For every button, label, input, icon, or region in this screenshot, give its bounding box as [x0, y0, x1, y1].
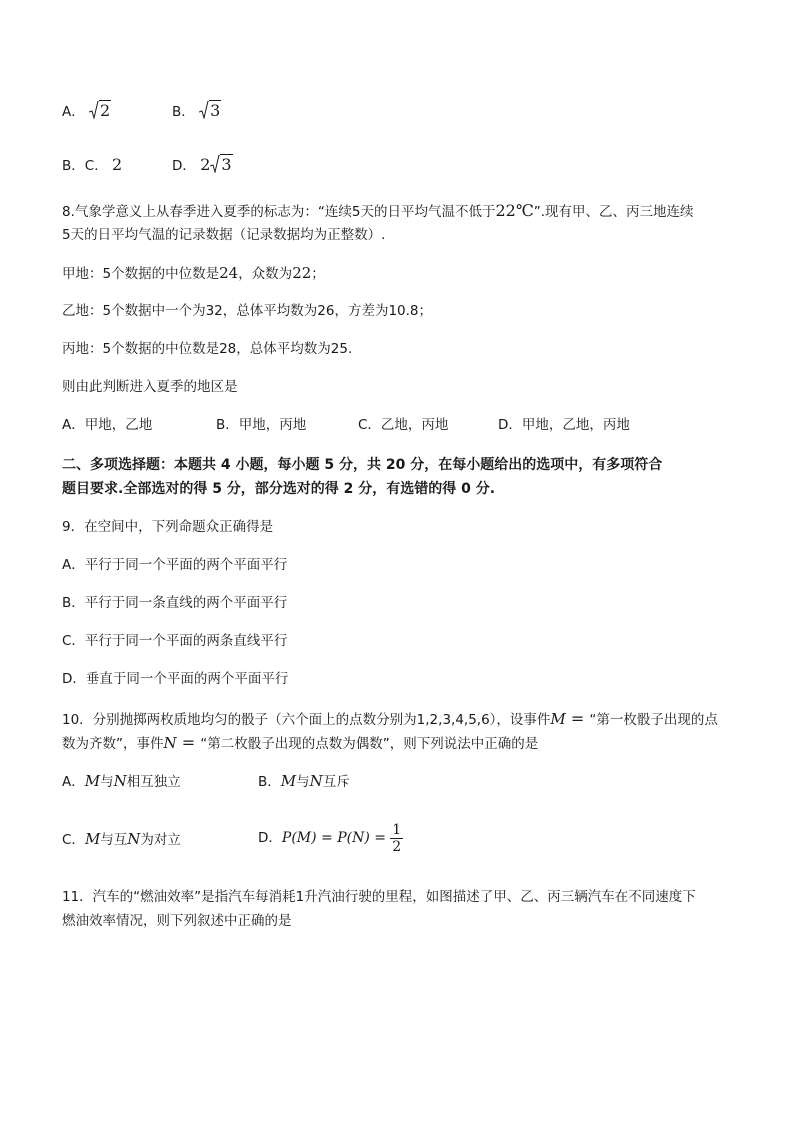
q7-option-a-value: 2: [100, 101, 111, 120]
q10-option-d: [258, 818, 403, 858]
q8-jia-mode: 22: [292, 264, 312, 282]
q10-option-c-n: N: [127, 830, 141, 848]
q7-option-b-sqrt: [199, 100, 221, 122]
q10-event-n: N: [163, 734, 177, 752]
q10-option-c-label: C．: [62, 832, 85, 848]
q8-text: ”.现有甲、乙、丙三地连续: [533, 204, 694, 220]
q10-stem-line1: [62, 708, 718, 731]
q10-option-a-text: 与: [100, 774, 114, 790]
q10-option-a-n: N: [113, 772, 127, 790]
q7-option-b-value: 3: [210, 101, 221, 120]
q10-option-a-m: M: [84, 772, 101, 790]
q8-temperature: 22℃: [495, 201, 534, 220]
fraction-numerator: 1: [392, 821, 402, 838]
q8-bing: 丙地：5个数据的中位数是28，总体平均数为25.: [62, 341, 353, 357]
q9-stem: 9．在空间中，下列命题众正确得是: [62, 519, 274, 535]
q8-stem-line1: [62, 200, 694, 223]
q10-option-a-text: 相互独立: [126, 774, 181, 790]
q8-question: 则由此判断进入夏季的地区是: [62, 379, 238, 395]
q9-option-b: B．平行于同一条直线的两个平面平行: [62, 595, 288, 611]
q8-text: 8.气象学意义上从春季进入夏季的标志为：“连续5天的日平均气温不低于: [62, 204, 496, 220]
q7-option-c: [62, 154, 122, 177]
q10-option-c-m: M: [84, 830, 101, 848]
q8-jia-median: 24: [219, 264, 239, 282]
q7-option-d-coef: 2: [200, 155, 211, 174]
q10-text: 10．分别抛掷两枚质地均匀的骰子（六个面上的点数分别为1,2,3,4,5,6），设事件: [62, 712, 551, 728]
q8-option-b: B．甲地，丙地: [216, 417, 307, 433]
fraction-denominator: 2: [392, 838, 402, 855]
q11-stem-line1: 11．汽车的“燃油效率”是指汽车每消耗1升汽油行驶的里程，如图描述了甲、乙、丙三辆汽车在不同速度下: [62, 889, 696, 905]
q10-option-b-label: B．: [258, 774, 281, 790]
q7-option-c-label: B．C．: [62, 158, 108, 174]
q10-stem-line2: [62, 732, 538, 755]
q8-jia-text: ；: [311, 266, 325, 282]
section2-heading-line2: 题目要求.全部选对的得 5 分，部分选对的得 2 分，有选错的得 0 分.: [62, 481, 496, 497]
q10-option-d-fraction: [390, 822, 403, 855]
q10-option-a: [62, 770, 181, 793]
q11-stem-line2: 燃油效率情况，则下列叙述中正确的是: [62, 913, 292, 929]
q7-option-b: [172, 100, 221, 123]
q8-option-c: C．乙地，丙地: [358, 417, 449, 433]
q9-option-d: D．垂直于同一个平面的两个平面平行: [62, 671, 289, 687]
q10-option-c-text: 为对立: [140, 832, 181, 848]
q8-jia: [62, 262, 325, 285]
radical-icon: [199, 101, 209, 119]
radical-icon: [210, 155, 220, 173]
q10-option-b-text: 与: [296, 774, 310, 790]
q7-option-c-value: 2: [112, 155, 123, 174]
q10-option-b: [258, 770, 350, 793]
q10-option-b-m: M: [280, 772, 297, 790]
section2-heading-line1: 二、多项选择题：本题共 4 小题，每小题 5 分，共 20 分，在每小题给出的选项中，有多项符合: [62, 457, 663, 473]
q7-option-d-value: 3: [221, 155, 232, 174]
q10-text: “第一枚骰子出现的点: [589, 712, 718, 728]
q10-option-c: [62, 828, 181, 851]
q10-text: 数为齐数”，事件: [62, 736, 164, 752]
q10-option-a-label: A．: [62, 774, 85, 790]
q10-option-b-text: 互斥: [322, 774, 350, 790]
q7-option-b-label: B．: [172, 104, 195, 120]
q8-jia-text: ，众数为: [238, 266, 293, 282]
q10-option-d-expression: P(M) = P(N) =: [281, 830, 386, 846]
q9-option-c: C．平行于同一个平面的两条直线平行: [62, 633, 288, 649]
q10-option-b-n: N: [309, 772, 323, 790]
q8-option-d: D．甲地，乙地，丙地: [498, 417, 630, 433]
q10-option-d-label: D．: [258, 830, 282, 846]
q8-yi: 乙地：5个数据中一个为32，总体平均数为26，方差为10.8；: [62, 303, 433, 319]
q8-jia-text: 甲地：5个数据的中位数是: [62, 266, 220, 282]
q8-option-a: A．甲地，乙地: [62, 417, 153, 433]
q10-text: “第二枚骰子出现的点数为偶数”，则下列说法中正确的是: [200, 736, 539, 752]
q10-option-c-text: 与互: [100, 832, 128, 848]
q10-equals: =: [176, 733, 201, 752]
q9-option-a: A．平行于同一个平面的两个平面平行: [62, 557, 288, 573]
q7-option-d-sqrt: [210, 154, 232, 176]
q7-option-a-sqrt: [89, 100, 111, 122]
radical-icon: [89, 101, 99, 119]
q7-option-d: [172, 154, 233, 177]
q7-option-a: [62, 100, 111, 123]
q7-option-d-label: D．: [172, 158, 196, 174]
q10-event-m: M: [550, 710, 566, 728]
q10-equals: =: [565, 709, 590, 728]
q7-option-a-label: A．: [62, 104, 85, 120]
q8-stem-line2: 5天的日平均气温的记录数据（记录数据均为正整数）.: [62, 227, 386, 243]
